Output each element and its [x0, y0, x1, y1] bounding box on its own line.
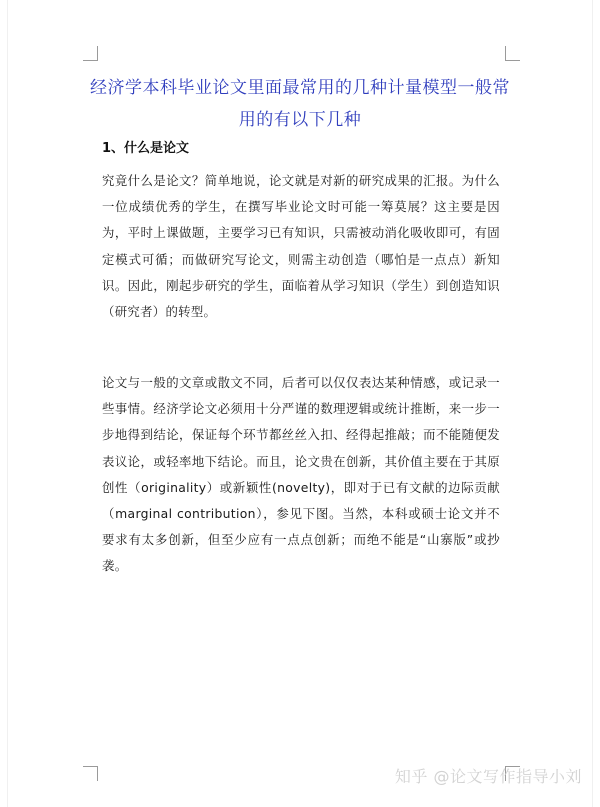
crop-mark-top-right — [505, 46, 520, 61]
crop-mark-top-left — [83, 46, 98, 61]
crop-mark-bottom-left — [83, 766, 98, 781]
zhihu-watermark: 知乎 @论文写作指导小刘 — [394, 767, 582, 786]
body-paragraph: 究竟什么是论文？简单地说，论文就是对新的研究成果的汇报。为什么一位成绩优秀的学生，在撰写毕业论文时可能一筹莫展？这主要是因为，平时上课做题，主要学习已有知识，只需被动消化吸收即可，有固定模式可循；而做研究写论文，则需主动创造（哪怕是一点点）新知识。因此，刚起步研究的学生，面临着从学习知识（学生）到创造知识（研究者）的转型。 — [102, 173, 500, 320]
body-paragraph: 论文与一般的文章或散文不同，后者可以仅仅表达某种情感，或记录一些事情。经济学论文必须用十分严谨的数理逻辑或统计推断，来一步一步地得到结论，保证每个环节都丝丝入扣、经得起推敲；而不能随便发表议论，或轻率地下结论。而且，论文贵在创新，其价值主要在于其原创性（originality）或新颖性(novelty)，即对于已有文献的边际贡献（marginal contribution），参见下图。当然，本科或硕士论文并不要求有太多创新，但至少应有一点点创新；而绝不能是“山寨版”或抄袭。 — [102, 375, 500, 574]
section-heading: 1、什么是论文 — [102, 141, 190, 156]
document-title: 经济学本科毕业论文里面最常用的几种计量模型一般常用的有以下几种 — [90, 78, 510, 130]
